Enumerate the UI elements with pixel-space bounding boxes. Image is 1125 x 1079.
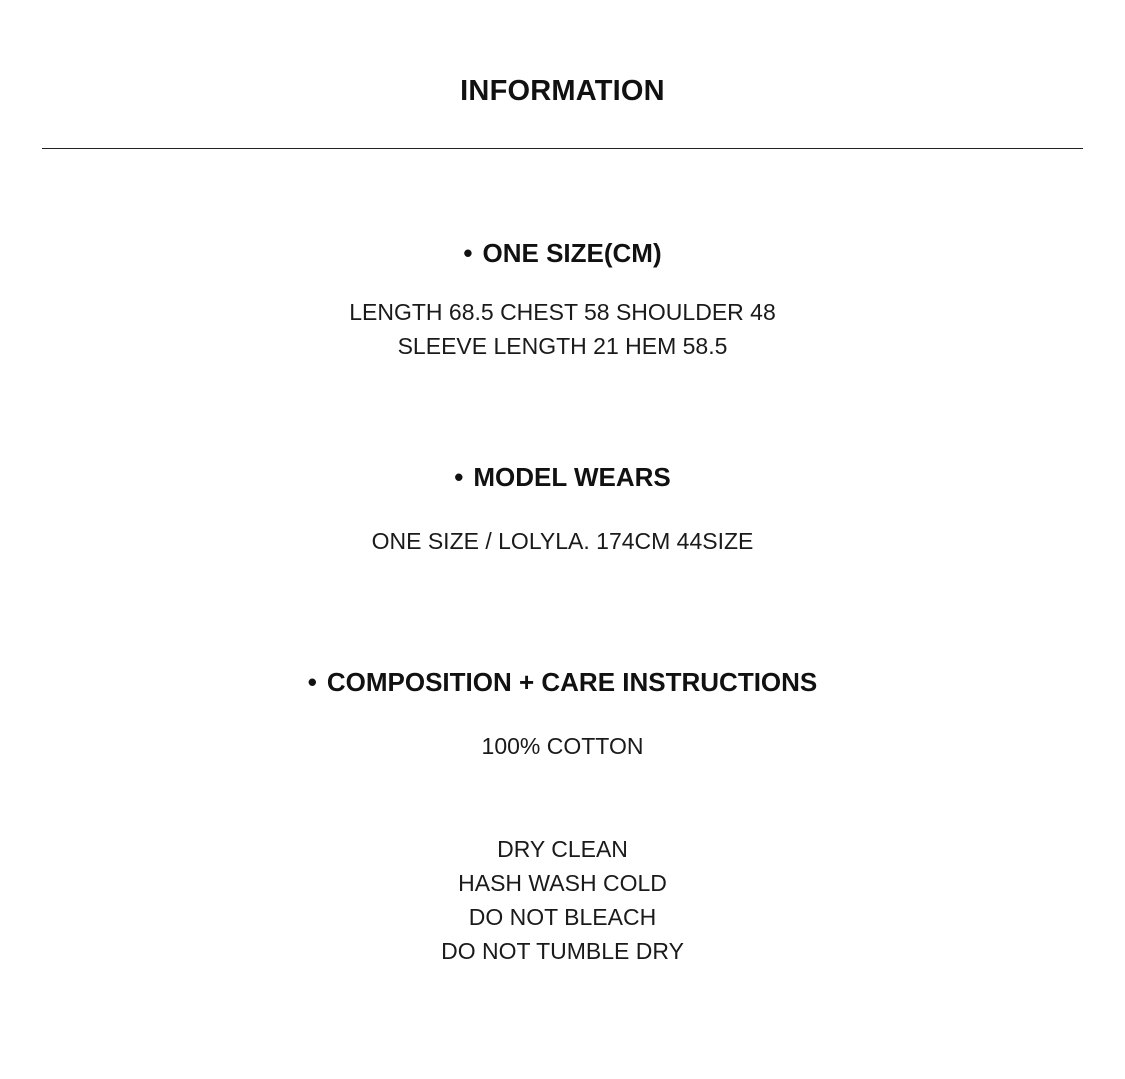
composition-heading-label: COMPOSITION + CARE INSTRUCTIONS [326,667,818,697]
size-line: SLEEVE LENGTH 21 HEM 58.5 [397,333,728,359]
care-line: DO NOT TUMBLE DRY [441,938,684,964]
care-line: DRY CLEAN [497,836,628,862]
size-details [0,295,1125,363]
bullet-icon: • [307,667,317,697]
model-heading [0,461,1125,493]
model-line: ONE SIZE / LOLYLA. 174CM 44SIZE [371,528,754,554]
care-instructions [0,832,1125,968]
bullet-icon: • [454,462,464,492]
composition-line: 100% COTTON [481,733,644,759]
care-line: DO NOT BLEACH [468,904,657,930]
model-details [0,524,1125,558]
care-line: HASH WASH COLD [458,870,667,896]
model-heading-label: MODEL WEARS [473,462,671,492]
page-title: INFORMATION [460,75,665,107]
size-line: LENGTH 68.5 CHEST 58 SHOULDER 48 [349,299,776,325]
composition-details [0,729,1125,763]
composition-heading [0,666,1125,698]
size-heading-label: ONE SIZE(CM) [482,238,662,268]
bullet-icon: • [463,238,473,268]
size-heading [0,237,1125,269]
divider [42,148,1083,149]
